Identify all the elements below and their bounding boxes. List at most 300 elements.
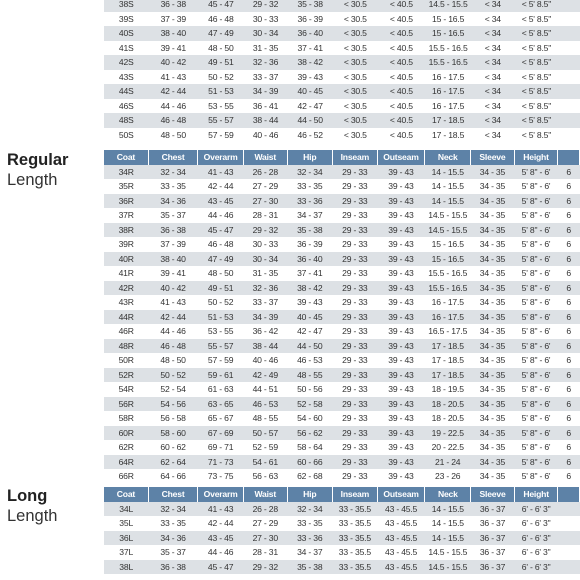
table-cell: 44 - 46: [198, 545, 244, 560]
table-cell: 5' 8" - 6': [514, 353, 558, 368]
table-cell: 5' 8" - 6': [514, 324, 558, 339]
table-cell: [558, 12, 580, 27]
table-cell: 6: [558, 266, 580, 281]
table-cell: 5' 8" - 6': [514, 469, 558, 484]
table-cell: 34 - 35: [471, 339, 515, 354]
table-row: [104, 545, 580, 560]
table-cell: 54 - 61: [243, 455, 287, 470]
table-cell: 5' 8" - 6': [514, 368, 558, 383]
column-header: Inseam: [333, 487, 378, 502]
table-cell: 6: [558, 440, 580, 455]
table-cell: 34 - 35: [471, 397, 515, 412]
table-cell: 64 - 66: [148, 469, 197, 484]
table-cell: 39 - 43: [377, 295, 425, 310]
table-cell: [558, 560, 580, 575]
table-cell: 6: [558, 426, 580, 441]
column-header: Coat: [104, 150, 148, 165]
table-cell: 43 - 45.5: [377, 560, 425, 575]
table-cell: < 34: [471, 26, 515, 41]
table-cell: < 30.5: [333, 12, 378, 27]
table-cell: 36R: [104, 194, 148, 209]
table-cell: 6: [558, 324, 580, 339]
table-cell: [558, 113, 580, 128]
table-cell: 40 - 42: [148, 281, 197, 296]
table-cell: 6: [558, 411, 580, 426]
table-cell: 40R: [104, 252, 148, 267]
table-cell: 52 - 58: [287, 397, 332, 412]
table-cell: 34 - 35: [471, 237, 515, 252]
table-cell: 58 - 64: [287, 440, 332, 455]
regular-label-bold: Regular: [7, 151, 69, 169]
regular-header-row: [104, 150, 580, 165]
table-cell: 5' 8" - 6': [514, 281, 558, 296]
table-cell: 39 - 43: [377, 165, 425, 180]
table-cell: 17 - 18.5: [425, 368, 471, 383]
table-cell: 48 - 50: [148, 353, 197, 368]
table-cell: 39 - 43: [377, 455, 425, 470]
table-cell: 6: [558, 223, 580, 238]
table-cell: 31 - 35: [244, 41, 288, 56]
table-cell: 45 - 47: [198, 0, 244, 12]
table-cell: 29 - 33: [333, 411, 378, 426]
table-cell: [558, 84, 580, 99]
table-cell: 26 - 28: [243, 165, 287, 180]
column-header: Outseam: [377, 150, 425, 165]
table-cell: 32 - 36: [244, 55, 288, 70]
table-cell: 6: [558, 382, 580, 397]
table-cell: 16 - 17.5: [425, 99, 471, 114]
table-cell: 17 - 18.5: [425, 339, 471, 354]
table-cell: < 34: [471, 70, 515, 85]
table-row: [104, 469, 580, 484]
table-cell: 34 - 35: [471, 426, 515, 441]
table-row: [104, 55, 580, 70]
table-cell: 26 - 28: [243, 502, 287, 517]
table-cell: 15 - 16.5: [425, 237, 471, 252]
table-cell: < 34: [471, 41, 515, 56]
table-cell: 15 - 16.5: [425, 26, 471, 41]
table-cell: 18 - 20.5: [425, 411, 471, 426]
table-cell: 5' 8" - 6': [514, 411, 558, 426]
table-cell: [558, 545, 580, 560]
table-cell: < 40.5: [378, 99, 426, 114]
table-cell: 43 - 45.5: [377, 531, 425, 546]
table-cell: 15.5 - 16.5: [425, 41, 471, 56]
table-cell: 50 - 56: [287, 382, 332, 397]
table-cell: 29 - 33: [333, 237, 378, 252]
table-cell: 46 - 48: [198, 237, 244, 252]
table-cell: 46 - 53: [243, 397, 287, 412]
table-cell: 34 - 36: [148, 531, 197, 546]
table-cell: 6: [558, 281, 580, 296]
table-cell: 17 - 18.5: [425, 353, 471, 368]
table-row: [104, 113, 580, 128]
table-cell: 33 - 35.5: [333, 516, 378, 531]
table-cell: 43 - 45.5: [377, 545, 425, 560]
table-cell: 46 - 52: [287, 128, 333, 143]
table-cell: 39 - 43: [377, 368, 425, 383]
table-row: [104, 295, 580, 310]
table-cell: 16 - 17.5: [425, 295, 471, 310]
table-row: [104, 382, 580, 397]
table-cell: 53 - 55: [198, 324, 244, 339]
table-cell: 36 - 37: [471, 531, 515, 546]
table-cell: 29 - 33: [333, 324, 378, 339]
table-cell: 46R: [104, 324, 148, 339]
table-cell: 34 - 35: [471, 223, 515, 238]
table-cell: 29 - 33: [333, 339, 378, 354]
table-cell: 29 - 33: [333, 252, 378, 267]
table-cell: < 40.5: [378, 0, 426, 12]
table-cell: 14.5 - 15.5: [425, 560, 471, 575]
table-cell: 29 - 32: [243, 560, 287, 575]
regular-size-rows: [104, 165, 580, 484]
table-cell: 29 - 33: [333, 208, 378, 223]
column-header: Chest: [148, 487, 197, 502]
table-cell: 60 - 62: [148, 440, 197, 455]
table-cell: 5' 8" - 6': [514, 252, 558, 267]
table-cell: 5' 8" - 6': [514, 165, 558, 180]
table-cell: 42 - 44: [198, 516, 244, 531]
table-cell: 33 - 35: [287, 516, 333, 531]
table-cell: 44 - 46: [148, 324, 197, 339]
table-cell: 27 - 29: [243, 516, 287, 531]
table-cell: 6: [558, 469, 580, 484]
table-cell: 36 - 41: [244, 99, 288, 114]
table-row: [104, 310, 580, 325]
table-row: [104, 339, 580, 354]
short-size-rows: [104, 0, 580, 142]
table-cell: 33 - 36: [287, 194, 332, 209]
table-cell: 17 - 18.5: [425, 113, 471, 128]
table-row: [104, 516, 580, 531]
table-cell: [558, 41, 580, 56]
table-cell: < 40.5: [378, 113, 426, 128]
column-header: Overarm: [198, 487, 244, 502]
table-cell: < 40.5: [378, 12, 426, 27]
table-cell: 29 - 33: [333, 165, 378, 180]
table-cell: 29 - 33: [333, 281, 378, 296]
table-cell: 54R: [104, 382, 148, 397]
table-cell: 6: [558, 208, 580, 223]
table-cell: 50 - 52: [198, 70, 244, 85]
table-cell: 30 - 34: [244, 26, 288, 41]
table-cell: 14.5 - 15.5: [425, 208, 471, 223]
table-cell: 43 - 45.5: [377, 502, 425, 517]
column-header: Hip: [287, 487, 333, 502]
table-cell: 43R: [104, 295, 148, 310]
table-cell: 32 - 34: [287, 165, 332, 180]
table-row: [104, 368, 580, 383]
long-size-rows: [104, 502, 580, 575]
table-cell: 40 - 45: [287, 84, 333, 99]
table-cell: 30 - 34: [243, 252, 287, 267]
table-cell: 36 - 37: [471, 560, 515, 575]
table-cell: 39 - 43: [377, 353, 425, 368]
table-row: [104, 324, 580, 339]
table-cell: 39 - 43: [377, 426, 425, 441]
table-cell: 41 - 43: [198, 502, 244, 517]
table-cell: < 5' 8.5": [515, 99, 559, 114]
table-cell: 71 - 73: [198, 455, 244, 470]
table-cell: 6: [558, 179, 580, 194]
table-cell: 49 - 51: [198, 55, 244, 70]
table-row: [104, 194, 580, 209]
table-cell: 29 - 33: [333, 194, 378, 209]
table-row: [104, 26, 580, 41]
table-cell: < 40.5: [378, 70, 426, 85]
table-cell: [558, 99, 580, 114]
regular-length-label: [7, 150, 68, 190]
table-cell: 6: [558, 237, 580, 252]
table-cell: < 34: [471, 99, 515, 114]
table-cell: 54 - 56: [148, 397, 197, 412]
table-cell: 15.5 - 16.5: [425, 281, 471, 296]
long-label-light: Length: [7, 507, 58, 525]
table-cell: 43 - 45: [198, 194, 244, 209]
table-cell: 29 - 33: [333, 179, 378, 194]
table-cell: 5' 8" - 6': [514, 179, 558, 194]
table-cell: < 30.5: [333, 41, 378, 56]
table-cell: 29 - 33: [333, 397, 378, 412]
table-cell: < 30.5: [333, 84, 378, 99]
table-cell: 14 - 15.5: [425, 516, 471, 531]
column-header: Height: [514, 487, 558, 502]
table-cell: 29 - 33: [333, 368, 378, 383]
table-cell: 36L: [104, 531, 148, 546]
table-cell: 39 - 43: [377, 397, 425, 412]
table-cell: 5' 8" - 6': [514, 237, 558, 252]
table-cell: 69 - 71: [198, 440, 244, 455]
table-cell: 5' 8" - 6': [514, 310, 558, 325]
table-cell: 54 - 60: [287, 411, 332, 426]
table-cell: 28 - 31: [243, 208, 287, 223]
table-cell: 33 - 35: [287, 179, 332, 194]
table-cell: 48S: [104, 113, 148, 128]
table-row: [104, 12, 580, 27]
table-cell: 66R: [104, 469, 148, 484]
table-cell: [558, 502, 580, 517]
table-cell: 34L: [104, 502, 148, 517]
table-cell: 36 - 37: [471, 516, 515, 531]
table-row: [104, 99, 580, 114]
column-header: Waist: [243, 150, 287, 165]
table-cell: 41S: [104, 41, 148, 56]
table-cell: 50S: [104, 128, 148, 143]
table-cell: 46 - 48: [198, 12, 244, 27]
table-cell: < 5' 8.5": [515, 84, 559, 99]
table-cell: 37 - 39: [148, 237, 197, 252]
table-cell: 44 - 50: [287, 339, 332, 354]
table-cell: 35 - 37: [148, 545, 197, 560]
table-cell: 14 - 15.5: [425, 179, 471, 194]
table-cell: 48 - 55: [287, 368, 332, 383]
table-cell: [558, 0, 580, 12]
table-cell: 35 - 38: [287, 560, 333, 575]
table-cell: 56 - 63: [243, 469, 287, 484]
table-cell: 14.5 - 15.5: [425, 223, 471, 238]
table-cell: 5' 8" - 6': [514, 339, 558, 354]
table-cell: 39 - 43: [377, 208, 425, 223]
table-cell: 35R: [104, 179, 148, 194]
table-cell: 34 - 37: [287, 208, 332, 223]
table-row: [104, 165, 580, 180]
table-cell: 36 - 42: [243, 324, 287, 339]
table-cell: 42 - 44: [148, 84, 198, 99]
table-cell: 32 - 34: [148, 502, 197, 517]
table-cell: 61 - 63: [198, 382, 244, 397]
table-cell: 62 - 64: [148, 455, 197, 470]
column-header: Chest: [148, 150, 197, 165]
table-cell: 39 - 43: [377, 266, 425, 281]
table-cell: < 5' 8.5": [515, 41, 559, 56]
table-cell: 42 - 49: [243, 368, 287, 383]
table-cell: 39 - 43: [377, 339, 425, 354]
table-cell: 34 - 35: [471, 281, 515, 296]
table-cell: 39 - 43: [377, 223, 425, 238]
table-cell: 15.5 - 16.5: [425, 55, 471, 70]
table-cell: 43 - 45: [198, 531, 244, 546]
table-cell: 56 - 58: [148, 411, 197, 426]
long-label-bold: Long: [7, 487, 48, 505]
table-cell: 5' 8" - 6': [514, 397, 558, 412]
column-header: Hip: [287, 150, 332, 165]
table-row: [104, 252, 580, 267]
table-cell: 36 - 39: [287, 237, 332, 252]
column-header: Sleeve: [471, 487, 515, 502]
table-cell: 32 - 34: [148, 165, 197, 180]
column-header: Overarm: [198, 150, 244, 165]
table-cell: < 5' 8.5": [515, 0, 559, 12]
table-cell: 44 - 51: [243, 382, 287, 397]
table-cell: 39 - 43: [377, 440, 425, 455]
table-cell: 39 - 43: [377, 252, 425, 267]
table-cell: 52 - 59: [243, 440, 287, 455]
table-cell: 42 - 44: [148, 310, 197, 325]
table-cell: < 34: [471, 12, 515, 27]
table-cell: < 40.5: [378, 26, 426, 41]
table-cell: 34 - 35: [471, 295, 515, 310]
table-cell: 33 - 35.5: [333, 502, 378, 517]
table-cell: 52R: [104, 368, 148, 383]
table-cell: 34 - 35: [471, 368, 515, 383]
table-cell: 6' - 6' 3": [514, 516, 558, 531]
table-cell: 42 - 47: [287, 99, 333, 114]
table-cell: 29 - 33: [333, 295, 378, 310]
table-cell: 34 - 35: [471, 469, 515, 484]
table-cell: [558, 26, 580, 41]
table-cell: 15 - 16.5: [425, 12, 471, 27]
table-cell: 33 - 35: [148, 516, 197, 531]
table-cell: 34 - 39: [244, 84, 288, 99]
table-cell: 5' 8" - 6': [514, 194, 558, 209]
column-header: Waist: [243, 487, 287, 502]
table-cell: 19 - 22.5: [425, 426, 471, 441]
table-cell: 29 - 33: [333, 440, 378, 455]
column-header: [558, 487, 580, 502]
table-cell: 36 - 40: [287, 26, 333, 41]
table-cell: 60R: [104, 426, 148, 441]
table-cell: 36 - 37: [471, 502, 515, 517]
table-cell: 6: [558, 252, 580, 267]
table-cell: < 34: [471, 0, 515, 12]
table-cell: 56R: [104, 397, 148, 412]
table-cell: < 34: [471, 84, 515, 99]
table-cell: 33 - 37: [244, 70, 288, 85]
table-cell: 32 - 34: [287, 502, 333, 517]
table-cell: < 30.5: [333, 0, 378, 12]
table-cell: 39 - 43: [377, 194, 425, 209]
table-cell: 38 - 44: [243, 339, 287, 354]
table-cell: 34 - 37: [287, 545, 333, 560]
table-cell: 36 - 38: [148, 0, 198, 12]
table-cell: 34 - 35: [471, 411, 515, 426]
table-cell: 37 - 41: [287, 41, 333, 56]
table-cell: 42 - 47: [287, 324, 332, 339]
table-cell: 32 - 36: [243, 281, 287, 296]
table-cell: [558, 70, 580, 85]
table-cell: 29 - 33: [333, 266, 378, 281]
table-cell: 47 - 49: [198, 252, 244, 267]
regular-label-light: Length: [7, 171, 58, 189]
table-cell: 48 - 55: [243, 411, 287, 426]
table-cell: 34 - 35: [471, 440, 515, 455]
table-cell: 64R: [104, 455, 148, 470]
table-cell: 44 - 46: [148, 99, 198, 114]
table-cell: 18 - 20.5: [425, 397, 471, 412]
table-cell: 41 - 43: [198, 165, 244, 180]
table-cell: 31 - 35: [243, 266, 287, 281]
table-cell: 33 - 35: [148, 179, 197, 194]
table-cell: 14 - 15.5: [425, 531, 471, 546]
table-cell: [558, 531, 580, 546]
table-cell: 5' 8" - 6': [514, 266, 558, 281]
table-cell: 34 - 35: [471, 208, 515, 223]
table-cell: 38 - 40: [148, 252, 197, 267]
table-cell: < 30.5: [333, 113, 378, 128]
table-cell: 38R: [104, 223, 148, 238]
table-cell: 40 - 45: [287, 310, 332, 325]
table-cell: 43 - 45.5: [377, 516, 425, 531]
table-cell: 45 - 47: [198, 560, 244, 575]
table-cell: 38 - 42: [287, 281, 332, 296]
table-cell: 44 - 46: [198, 208, 244, 223]
table-cell: 14 - 15.5: [425, 194, 471, 209]
table-cell: 34 - 35: [471, 194, 515, 209]
table-cell: 34 - 35: [471, 252, 515, 267]
table-cell: 23 - 26: [425, 469, 471, 484]
table-cell: 47 - 49: [198, 26, 244, 41]
table-cell: 6: [558, 368, 580, 383]
table-cell: < 5' 8.5": [515, 128, 559, 143]
table-cell: 57 - 59: [198, 353, 244, 368]
table-cell: 48 - 50: [148, 128, 198, 143]
table-cell: 29 - 33: [333, 223, 378, 238]
table-cell: 39 - 43: [287, 70, 333, 85]
table-cell: < 30.5: [333, 70, 378, 85]
table-cell: 41 - 43: [148, 295, 197, 310]
table-cell: 58R: [104, 411, 148, 426]
table-cell: 39 - 41: [148, 266, 197, 281]
table-cell: 51 - 53: [198, 310, 244, 325]
table-cell: 29 - 32: [243, 223, 287, 238]
table-cell: 6: [558, 455, 580, 470]
table-cell: 36 - 37: [471, 545, 515, 560]
table-cell: < 40.5: [378, 55, 426, 70]
table-cell: 62R: [104, 440, 148, 455]
table-cell: 14.5 - 15.5: [425, 0, 471, 12]
table-cell: 5' 8" - 6': [514, 382, 558, 397]
